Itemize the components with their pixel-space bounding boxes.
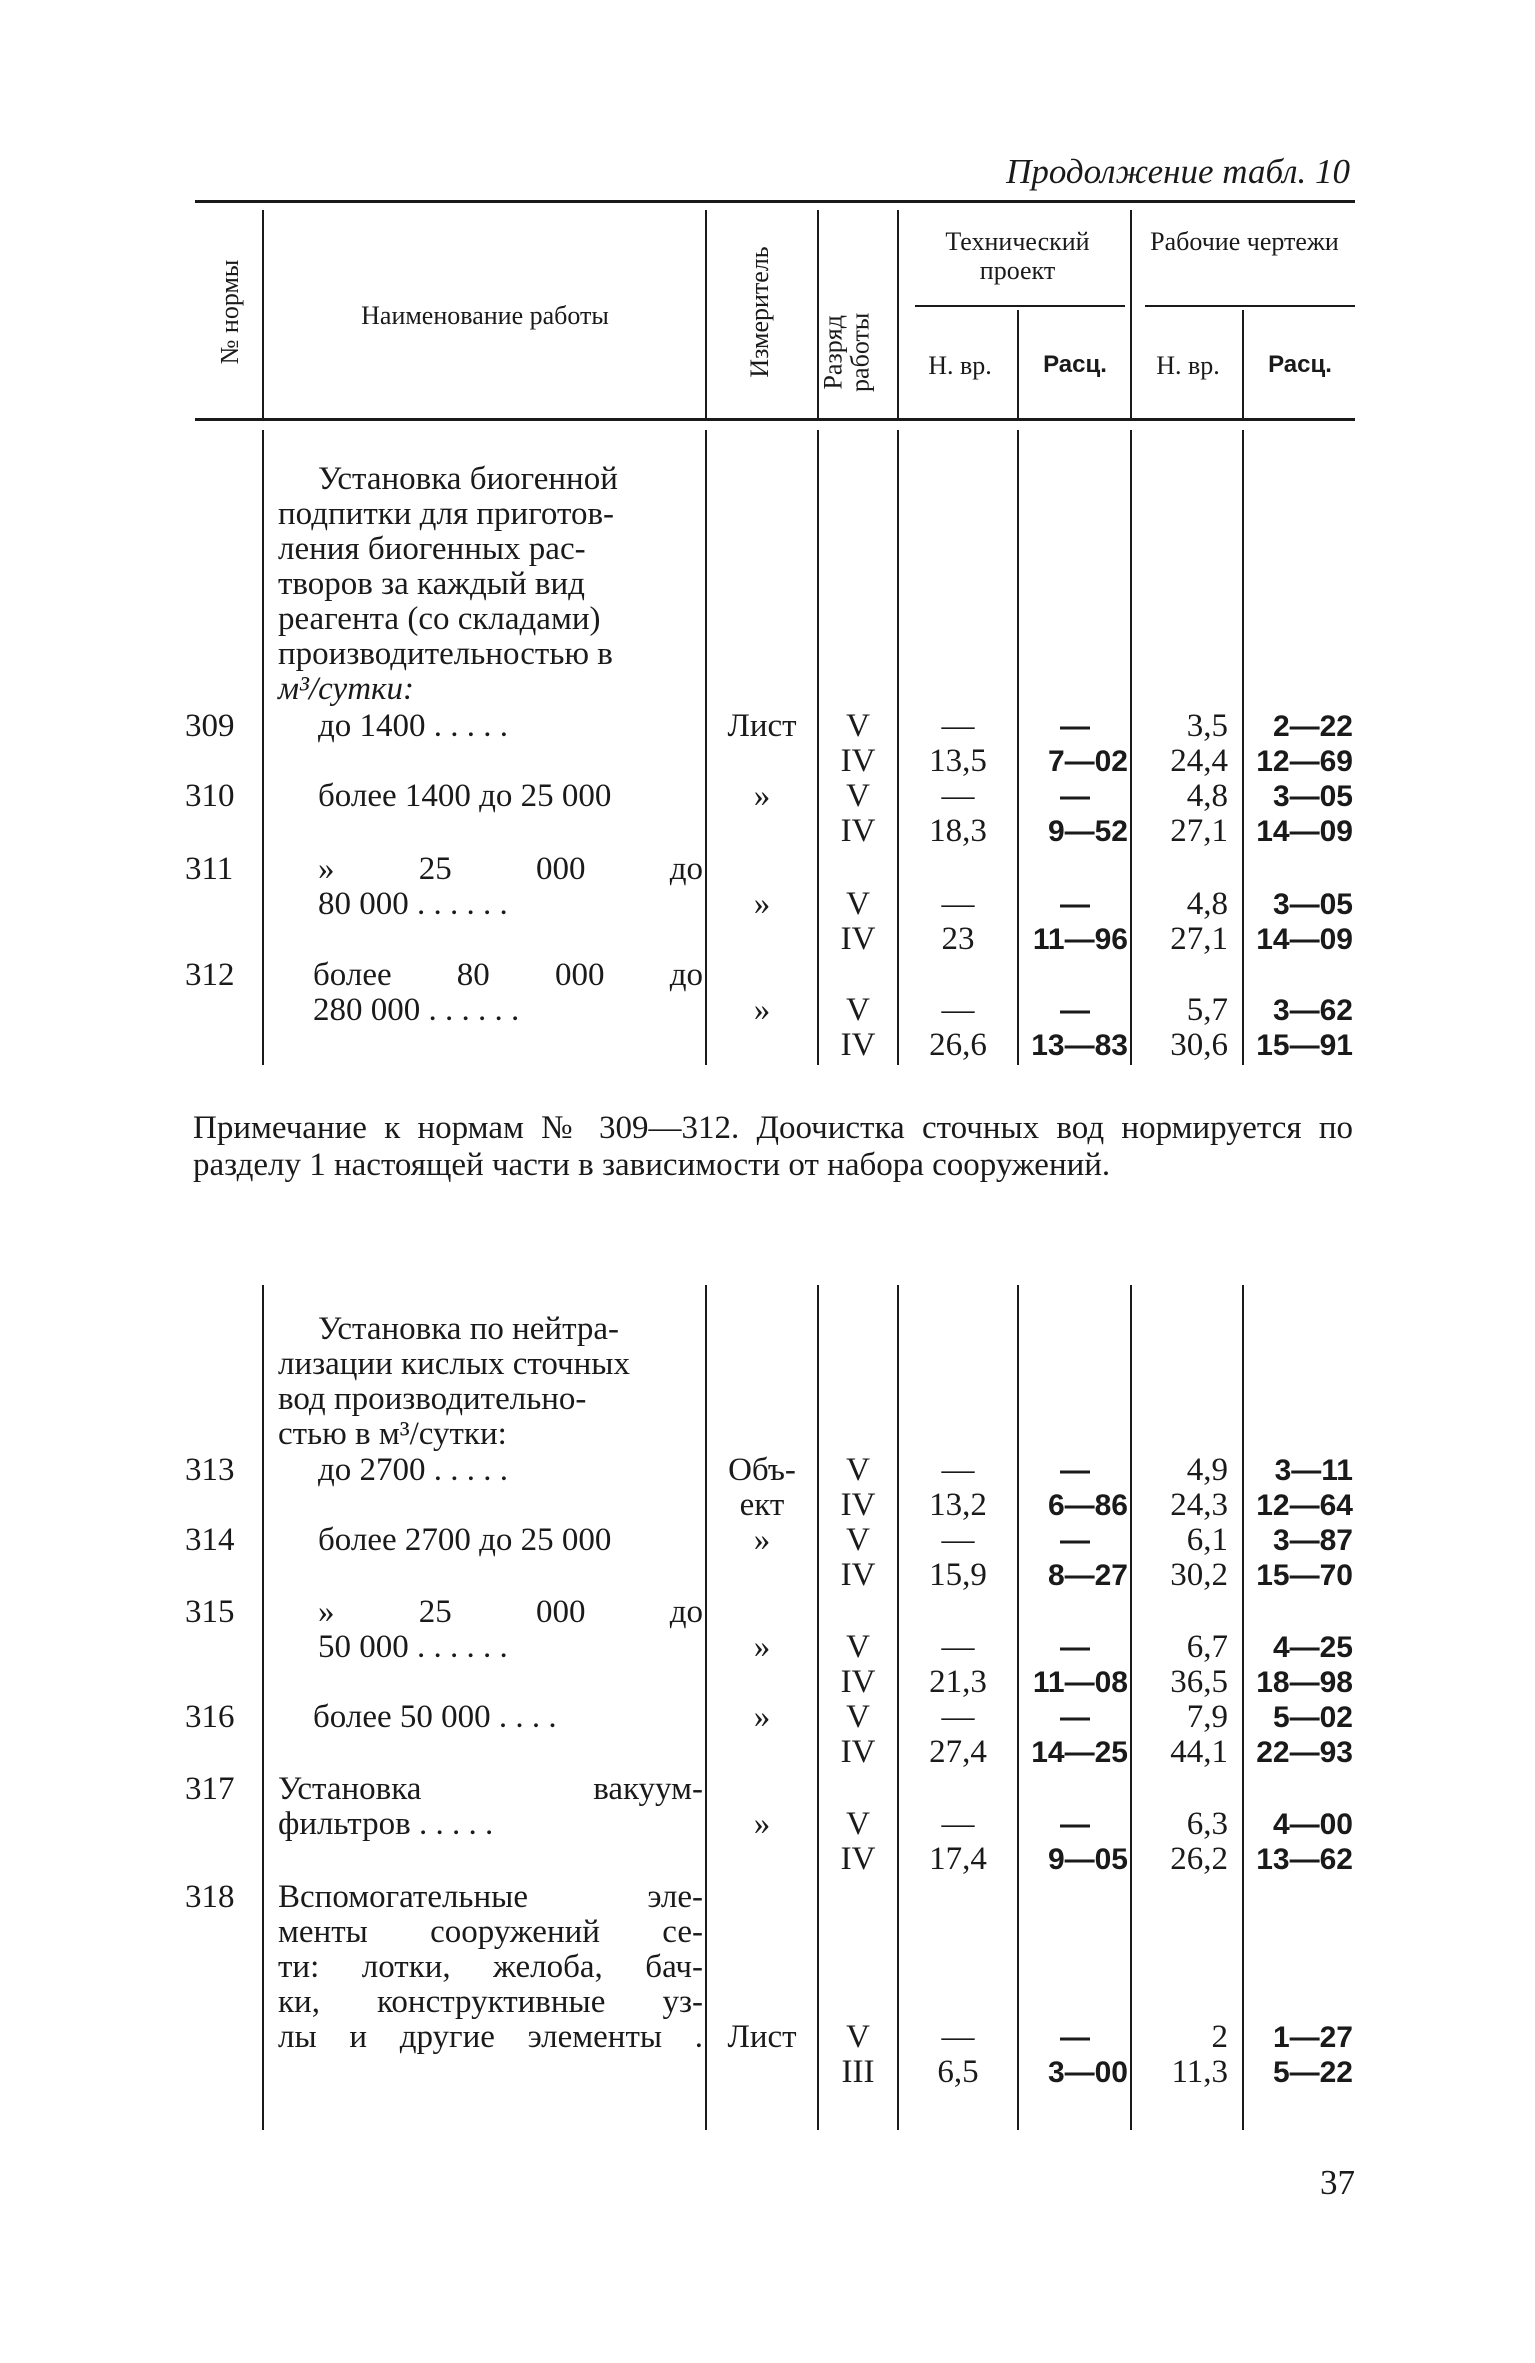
header-work-name: Наименование работы — [361, 301, 609, 330]
tp-rate: — — [1060, 2021, 1090, 2054]
intro-line: м³/сутки: — [278, 671, 414, 707]
measure: » — [753, 886, 771, 922]
intro-line: ления биогенных рас- — [278, 531, 586, 567]
s2-vline — [897, 1285, 899, 2130]
tp-rate: — — [1060, 1454, 1090, 1487]
wd-rate: 1—27 — [1272, 2021, 1353, 2054]
header-vline — [1017, 310, 1019, 418]
measure: » — [753, 992, 771, 1028]
norm-no: 317 — [185, 1771, 235, 1807]
work-name: 80 000 . . . . . . — [318, 886, 508, 922]
work-name: до 1400 . . . . . — [318, 708, 509, 744]
wd-rate: 18—98 — [1256, 1666, 1353, 1699]
wd-subheader-rule — [1145, 305, 1355, 307]
tp-rate: 7—02 — [1047, 745, 1128, 778]
tp-rate: — — [1060, 1631, 1090, 1664]
tp-rate: 11—96 — [1032, 923, 1128, 956]
work-name: Установка вакуум- — [278, 1771, 703, 1807]
intro-line: реагента (со складами) — [278, 601, 601, 637]
page-number: 37 — [1320, 2163, 1355, 2202]
grade: IV — [840, 1734, 876, 1770]
wd-rate: 15—91 — [1256, 1029, 1353, 1062]
tp-hours: — — [941, 1452, 975, 1488]
wd-rate: 4—25 — [1272, 1631, 1353, 1664]
wd-hours: 27,1 — [1170, 813, 1228, 849]
wd-hours: 24,4 — [1170, 743, 1228, 779]
header-vline — [705, 210, 707, 418]
norm-no: 313 — [185, 1452, 235, 1488]
wd-hours: 5,7 — [1186, 992, 1228, 1028]
tp-rate: — — [1060, 780, 1090, 813]
wd-rate: 3—62 — [1272, 994, 1353, 1027]
intro-line: Установка по нейтра- — [318, 1311, 620, 1347]
wd-rate: 12—69 — [1256, 745, 1353, 778]
tp-rate: — — [1060, 994, 1090, 1027]
work-name: ки, конструктивные уз- — [278, 1984, 703, 2020]
tp-hours: 27,4 — [929, 1734, 987, 1770]
work-name: фильтров . . . . . — [278, 1806, 494, 1842]
wd-hours: 4,8 — [1186, 778, 1228, 814]
tp-rate: — — [1060, 710, 1090, 743]
continuation-title: Продолжение табл. 10 — [1006, 152, 1350, 191]
wd-hours: 36,5 — [1170, 1664, 1228, 1700]
grade: V — [846, 886, 870, 922]
tp-hours: 26,6 — [929, 1027, 987, 1063]
wd-rate: 22—93 — [1256, 1736, 1353, 1769]
norm-no: 309 — [185, 708, 235, 744]
wd-rate: 2—22 — [1272, 710, 1353, 743]
grade: IV — [840, 1027, 876, 1063]
tp-hours: — — [941, 1806, 975, 1842]
grade: IV — [840, 813, 876, 849]
s2-vline — [817, 1285, 819, 2130]
table-note: Примечание к нормам № 309—312. Доочистка сточных вод нормируется по разделу 1 настоящей части в зависимости от набора сооружений. — [193, 1110, 1353, 1183]
tp-hours: 15,9 — [929, 1557, 987, 1593]
grade: IV — [840, 1841, 876, 1877]
work-name: Вспомогательные эле- — [278, 1879, 703, 1915]
grade: IV — [840, 1487, 876, 1523]
tp-rate: — — [1060, 1701, 1090, 1734]
wd-rate: 3—11 — [1274, 1454, 1353, 1487]
wd-hours: 30,2 — [1170, 1557, 1228, 1593]
grade: IV — [840, 1557, 876, 1593]
wd-rate: 5—02 — [1272, 1701, 1353, 1734]
measure: » — [753, 778, 771, 814]
s1-vline — [705, 430, 707, 1065]
intro-line: творов за каждый вид — [278, 566, 585, 602]
work-name: ти: лотки, желоба, бач- — [278, 1949, 703, 1985]
intro-line: лизации кислых сточных — [278, 1346, 630, 1382]
header-top-rule — [195, 200, 1355, 203]
s2-vline — [1017, 1285, 1019, 2130]
wd-hours: 26,2 — [1170, 1841, 1228, 1877]
wd-rate: 13—62 — [1256, 1843, 1353, 1876]
tp-hours: — — [941, 2019, 975, 2055]
measure: » — [753, 1522, 771, 1558]
work-name: » 25 000 до — [318, 1594, 703, 1630]
tp-rate: 9—52 — [1047, 815, 1128, 848]
tp-rate: 6—86 — [1047, 1489, 1128, 1522]
s2-vline — [1242, 1285, 1244, 2130]
work-name: лы и другие элементы . — [278, 2019, 703, 2055]
s1-vline — [897, 430, 899, 1065]
wd-hours: 6,7 — [1186, 1629, 1228, 1665]
grade: IV — [840, 1664, 876, 1700]
wd-rate: 14—09 — [1256, 923, 1353, 956]
s2-intro — [278, 1312, 698, 1452]
intro-line: производительностью в — [278, 636, 613, 672]
header-norm-no: № нормы — [215, 259, 244, 365]
tp-hours: — — [941, 1629, 975, 1665]
grade: V — [846, 1522, 870, 1558]
measure: ект — [739, 1487, 785, 1523]
wd-rate: 3—05 — [1272, 888, 1353, 921]
tp-hours: — — [941, 992, 975, 1028]
grade: V — [846, 1806, 870, 1842]
wd-hours: 7,9 — [1186, 1699, 1228, 1735]
grade: V — [846, 2019, 870, 2055]
header-vline — [897, 210, 899, 418]
tp-rate: — — [1060, 888, 1090, 921]
work-name: 50 000 . . . . . . — [318, 1629, 508, 1665]
norm-no: 311 — [185, 851, 234, 887]
intro-line: вод производительно- — [278, 1381, 587, 1417]
tp-hours: 17,4 — [929, 1841, 987, 1877]
s2-vline — [262, 1285, 264, 2130]
grade: V — [846, 1452, 870, 1488]
grade: V — [846, 1629, 870, 1665]
tp-subheader-rule — [915, 305, 1125, 307]
grade: IV — [840, 921, 876, 957]
norm-no: 312 — [185, 957, 235, 993]
wd-hours: 24,3 — [1170, 1487, 1228, 1523]
grade: V — [846, 1699, 870, 1735]
tp-rate: 13—83 — [1031, 1029, 1128, 1062]
wd-rate: 3—87 — [1272, 1524, 1353, 1557]
work-name: более 50 000 . . . . — [313, 1699, 557, 1735]
work-name: более 80 000 до — [313, 957, 703, 993]
wd-hours: 44,1 — [1170, 1734, 1228, 1770]
tp-hours: 18,3 — [929, 813, 987, 849]
tp-hours: — — [941, 778, 975, 814]
s2-vline — [1130, 1285, 1132, 2130]
measure: Лист — [727, 2019, 797, 2055]
tp-rate: — — [1060, 1524, 1090, 1557]
grade: V — [846, 708, 870, 744]
grade: III — [841, 2054, 875, 2090]
wd-rate: 15—70 — [1256, 1559, 1353, 1592]
norm-no: 316 — [185, 1699, 235, 1735]
norm-no: 318 — [185, 1879, 235, 1915]
tp-hours: — — [941, 1699, 975, 1735]
tp-rate: — — [1060, 1808, 1090, 1841]
header-tp-rate: Расц. — [1043, 351, 1107, 378]
wd-hours: 2 — [1211, 2019, 1228, 2055]
grade: V — [846, 778, 870, 814]
wd-hours: 27,1 — [1170, 921, 1228, 957]
tp-hours: — — [941, 708, 975, 744]
s1-vline — [262, 430, 264, 1065]
s1-vline — [1242, 430, 1244, 1065]
header-vline — [262, 210, 264, 418]
measure: » — [753, 1699, 771, 1735]
wd-hours: 4,9 — [1186, 1452, 1228, 1488]
header-bottom-rule — [195, 418, 1355, 421]
s1-vline — [817, 430, 819, 1065]
measure: Объ- — [728, 1452, 796, 1488]
work-name: 280 000 . . . . . . — [313, 992, 520, 1028]
intro-line: Установка биогенной — [318, 461, 618, 497]
wd-hours: 3,5 — [1186, 708, 1228, 744]
tp-hours: 23 — [941, 921, 975, 957]
tp-hours: — — [941, 886, 975, 922]
s2-vline — [705, 1285, 707, 2130]
measure: » — [753, 1629, 771, 1665]
header-measure: Измеритель — [745, 246, 774, 378]
header-working-drawings: Рабочие чертежи — [1150, 227, 1339, 256]
wd-rate: 3—05 — [1272, 780, 1353, 813]
work-name: до 2700 . . . . . — [318, 1452, 509, 1488]
wd-rate: 14—09 — [1256, 815, 1353, 848]
work-name: » 25 000 до — [318, 851, 703, 887]
norm-no: 310 — [185, 778, 235, 814]
header-wd-hours: Н. вр. — [1156, 351, 1220, 380]
wd-hours: 30,6 — [1170, 1027, 1228, 1063]
s1-intro — [278, 462, 698, 707]
tp-hours: 13,5 — [929, 743, 987, 779]
tp-hours: 21,3 — [929, 1664, 987, 1700]
intro-line: подпитки для приготов- — [278, 496, 615, 532]
work-name: более 2700 до 25 000 — [318, 1522, 612, 1558]
tp-rate: 11—08 — [1032, 1666, 1128, 1699]
header-vline — [1130, 210, 1132, 418]
wd-hours: 4,8 — [1186, 886, 1228, 922]
tp-hours: 6,5 — [937, 2054, 979, 2090]
work-name: менты сооружений се- — [278, 1914, 703, 1950]
tp-rate: 8—27 — [1047, 1559, 1128, 1592]
norm-no: 315 — [185, 1594, 235, 1630]
s1-vline — [1130, 430, 1132, 1065]
tp-rate: 14—25 — [1031, 1736, 1128, 1769]
wd-rate: 4—00 — [1272, 1808, 1353, 1841]
wd-hours: 11,3 — [1171, 2054, 1228, 2090]
measure: » — [753, 1806, 771, 1842]
norm-no: 314 — [185, 1522, 235, 1558]
tp-rate: 9—05 — [1047, 1843, 1128, 1876]
wd-hours: 6,1 — [1186, 1522, 1228, 1558]
tp-hours: — — [941, 1522, 975, 1558]
grade: V — [846, 992, 870, 1028]
wd-hours: 6,3 — [1186, 1806, 1228, 1842]
work-name: более 1400 до 25 000 — [318, 778, 612, 814]
wd-rate: 5—22 — [1272, 2056, 1353, 2089]
header-tp-hours: Н. вр. — [928, 351, 992, 380]
measure: Лист — [727, 708, 797, 744]
tp-hours: 13,2 — [929, 1487, 987, 1523]
header-tech-project: Технический проект — [945, 227, 1090, 285]
wd-rate: 12—64 — [1256, 1489, 1353, 1522]
s1-vline — [1017, 430, 1019, 1065]
grade: IV — [840, 743, 876, 779]
tp-rate: 3—00 — [1047, 2056, 1128, 2089]
intro-line: стью в м³/сутки: — [278, 1416, 507, 1452]
header-wd-rate: Расц. — [1268, 351, 1332, 378]
header-grade: Разряд работы — [818, 312, 875, 392]
